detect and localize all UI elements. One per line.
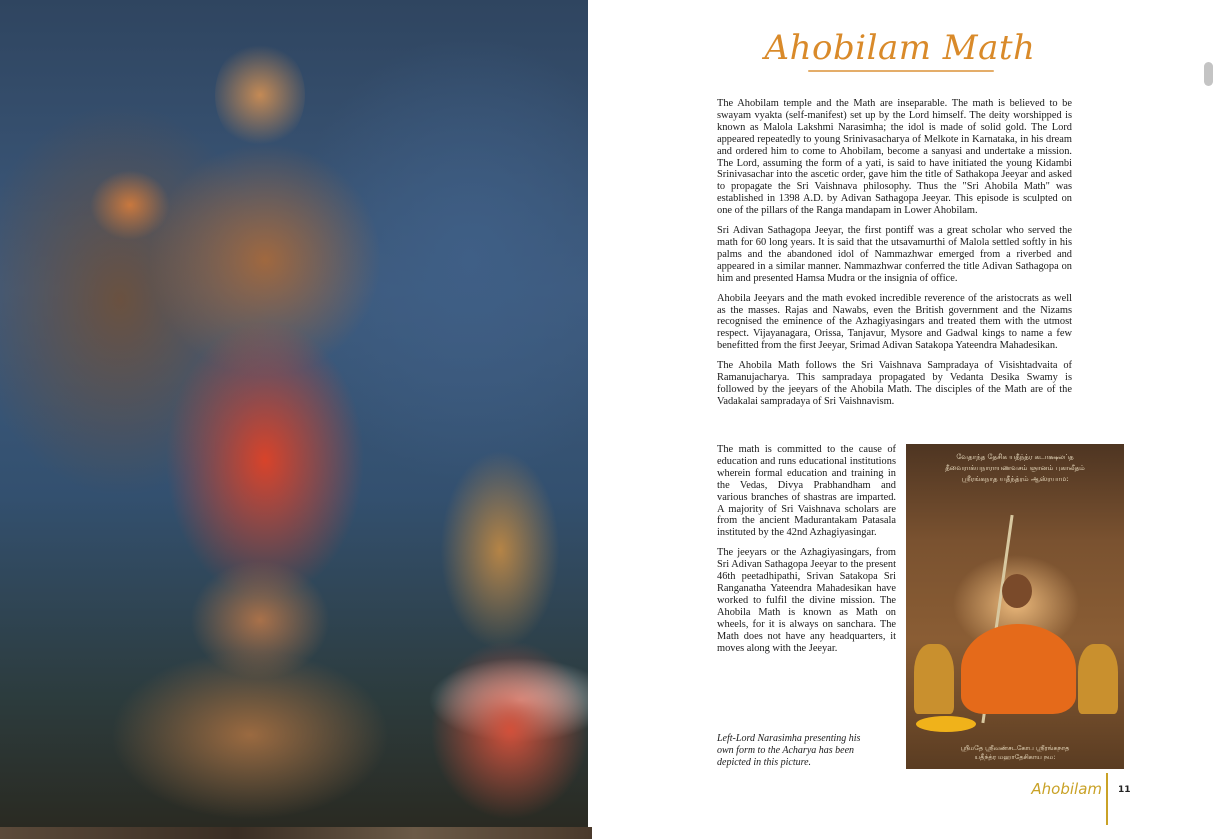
body-text-narrow — [717, 444, 896, 662]
footer-brand: Ahobilam — [1031, 780, 1102, 798]
saint-head — [1002, 574, 1032, 608]
photo-inscription-bottom: ஸ்ரீமதே ஸ்ரீவண்சடகோப ஸ்ரீரங்கநாத யதீந்த்ர மஹாதேசிகாய நம: — [960, 744, 1070, 761]
page-number: 11 — [1118, 785, 1131, 795]
scrollbar-thumb[interactable] — [1204, 62, 1213, 86]
paragraph: The math is committed to the cause of education and runs educational institutions wherein formal education and training in the Vedas, Divya Prabhandham and various branches of shastras are imparted. A majority of Sri Vaishnava scholars are from the ancient Madurantakam Patasala instituted by the 42nd Azhagiyasingar. — [717, 444, 896, 539]
paragraph: Sri Adivan Sathagopa Jeeyar, the first pontiff was a great scholar who served the math for 60 long years. It is said that the utsavamurthi of Malola settled softly in his palms and the abandoned idol of Nammazhwar emerged from a riverbed and appeared in a similar manner. Nammazhwar conferred the title Adivan Sathagopa on him and presented Hamsa Mudra or the insignia of office. — [717, 225, 1072, 284]
paragraph: The Ahobila Math follows the Sri Vaishnava Sampradaya of Visishtadvaita of Ramanujacharya. This sampradaya propagated by Vedanta Desika Swamy is followed by the jeeyars of the Ahobila Math. The disciples of the Math are of the Vadakalai sampradaya of Sri Vaishnavism. — [717, 360, 1072, 407]
footer-divider — [1106, 773, 1108, 825]
paragraph: The Ahobilam temple and the Math are inseparable. The math is believed to be swayam vyakta (self-manifest) set up by the Lord himself. The deity worshipped is known as Malola Lakshmi Narasimha; the idol is made of solid gold. The Lord appeared repeatedly to young Srinivasacharya of Melkote in Karnataka, in his dream and ordered him to come to Ahobilam, become a sanyasi and undertake a mission. The Lord, assuming the form of a yati, is said to have initiated the young Kidambi Srinivasachar into the ascetic order, gave him the title of Sathakopa Jeeyar and asked to propagate the Sri Vaishnava philosophy. Thus the "Sri Ahobila Math" was established in 1398 A.D. by Adivan Sathagopa Jeeyar. This episode is sculpted on one of the pillars of the Ranga mandapam in Lower Ahobilam. — [717, 98, 1072, 217]
saint-robe — [961, 624, 1076, 714]
lion-statue-left — [914, 644, 954, 714]
page-title: Ahobilam Math — [764, 28, 1036, 68]
lion-statue-right — [1078, 644, 1118, 714]
title-flourish — [808, 70, 994, 72]
photo-inscription-top: வேதாந்த தேசிக யதீந்த்ர கடாக்ஷலப்த தீவைராக்யநாராயணவசம் ஞானம் புகாலீதம் ஸ்ரீரங்கநாத யதீந்த்ரம் ஆஸ்ரயாம: — [945, 453, 1085, 483]
offering-tray — [916, 716, 976, 732]
photo-caption: Left-Lord Narasimha presenting his own form to the Acharya has been depicted in this picture. — [717, 733, 861, 768]
acharya-photo — [906, 444, 1124, 769]
paragraph: Ahobila Jeeyars and the math evoked incredible reverence of the aristocrats as well as the masses. Rajas and Nawabs, even the British government and the Nizams recognised the eminence of the Azhagiyasingars and treated them with the utmost respect. Vijayanagara, Orissa, Tanjavur, Mysore and Gadwal kings to name a few benefitted from the first Jeeyar, Srimad Adivan Satakopa Yateendra Mahadesikan. — [717, 292, 1072, 352]
photo-bottom-strip — [0, 827, 592, 839]
body-text-column — [717, 98, 1072, 416]
paragraph: The jeeyars or the Azhagiyasingars, from Sri Adivan Sathagopa Jeeyar to the present 46th peetadhipathi, Srivan Satakopa Sri Ranganatha Yateendra Mahadesikan have worked to fulfil the divine mission. The Ahobila Math is known as Math on wheels, for it is always on sanchara. The Math does not have any headquarters, it moves along with the Jeeyar. — [717, 547, 896, 654]
idol-photo — [0, 0, 588, 827]
